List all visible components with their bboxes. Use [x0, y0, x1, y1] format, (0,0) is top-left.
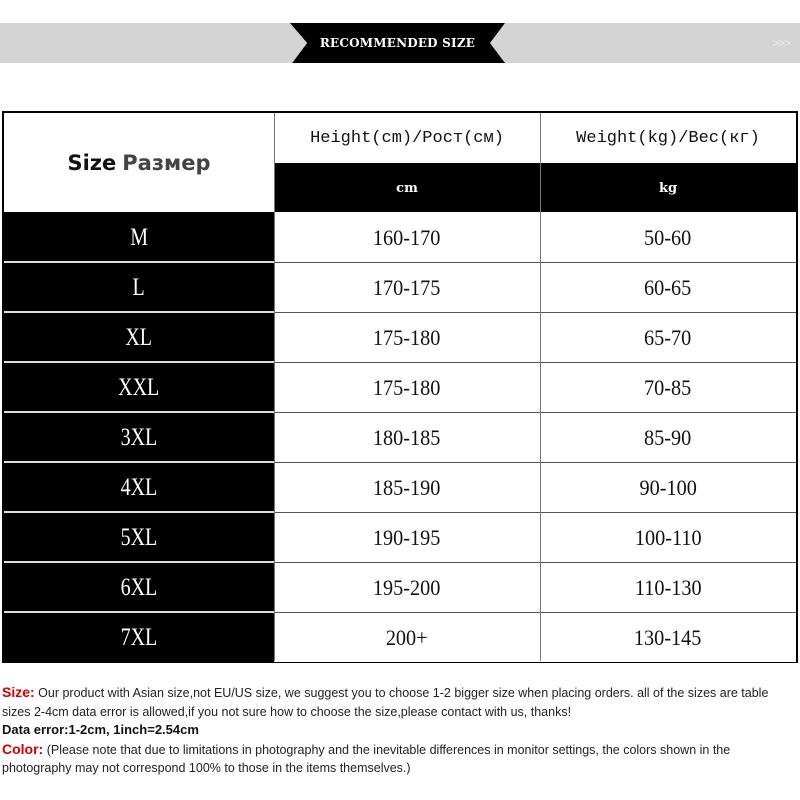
height-header-unit: cm [274, 164, 540, 213]
row-divider [274, 462, 796, 463]
row-divider [4, 261, 274, 263]
color-note-label: Color: [2, 740, 44, 757]
size-header-en: Size [67, 150, 117, 175]
color-note-text: (Please note that due to limitations in photography and the inevitable differences in monitor settings, the colors shown in the photography may not correspond 100% to those in the items themselves.) [2, 742, 731, 775]
row-divider [4, 311, 274, 313]
weight-cell: 50-60 [540, 212, 796, 262]
weight-cell: 60-65 [540, 262, 796, 312]
height-cell: 195-200 [274, 562, 540, 612]
height-cell: 170-175 [274, 262, 540, 312]
height-cell: 160-170 [274, 212, 540, 262]
banner-title: RECOMMENDED SIZE [319, 36, 476, 50]
weight-cell: 65-70 [540, 312, 796, 362]
height-cell: 190-195 [274, 512, 540, 562]
weight-cell: 85-90 [540, 412, 796, 462]
height-header-title: Height(cm)/Рост(см) [274, 113, 540, 164]
row-divider [4, 411, 274, 413]
height-cell: 175-180 [274, 362, 540, 412]
row-divider [4, 511, 274, 513]
height-column-header [274, 113, 540, 212]
height-cell: 200+ [274, 612, 540, 662]
table-row [4, 462, 796, 512]
size-cell: M [4, 212, 274, 262]
size-note-label: Size: [2, 684, 35, 700]
table-row [4, 312, 796, 362]
weight-cell: 100-110 [540, 512, 796, 562]
size-header-ru: Размер [122, 150, 211, 175]
column-divider [540, 113, 541, 661]
row-divider [274, 362, 796, 363]
weight-cell: 90-100 [540, 462, 796, 512]
size-cell: XL [4, 312, 274, 362]
size-chart-table [2, 111, 798, 663]
row-divider [274, 312, 796, 313]
row-divider [4, 361, 274, 363]
size-note [2, 683, 798, 721]
data-error-note: Data error:1-2cm, 1inch=2.54cm [2, 722, 199, 737]
row-divider [274, 262, 796, 263]
row-divider [274, 562, 796, 563]
height-cell: 180-185 [274, 412, 540, 462]
row-divider [4, 611, 274, 613]
weight-cell: 130-145 [540, 612, 796, 662]
table-row [4, 562, 796, 612]
size-cell: 5XL [4, 512, 274, 562]
size-cell: 6XL [4, 562, 274, 612]
size-cell: 3XL [4, 412, 274, 462]
table-row [4, 412, 796, 462]
table-row [4, 362, 796, 412]
chevrons-right-icon: >>> [771, 36, 790, 50]
row-divider [274, 612, 796, 613]
height-cell: 175-180 [274, 312, 540, 362]
size-cell: 7XL [4, 612, 274, 662]
table-row [4, 262, 796, 312]
weight-cell: 110-130 [540, 562, 796, 612]
weight-header-title: Weight(kg)/Вес(кг) [540, 113, 796, 164]
height-cell: 185-190 [274, 462, 540, 512]
size-cell: L [4, 262, 274, 312]
weight-cell: 70-85 [540, 362, 796, 412]
row-divider [274, 512, 796, 513]
table-row [4, 612, 796, 662]
row-divider [4, 461, 274, 463]
size-cell: XXL [4, 362, 274, 412]
weight-header-unit: kg [540, 164, 796, 213]
table-row [4, 512, 796, 562]
size-cell: 4XL [4, 462, 274, 512]
row-divider [4, 561, 274, 563]
size-column-header [4, 113, 274, 212]
row-divider [274, 412, 796, 413]
weight-column-header [540, 113, 796, 212]
size-notes [2, 683, 798, 778]
table-row [4, 212, 796, 262]
column-divider [274, 113, 275, 661]
color-note [2, 740, 798, 778]
size-note-text: Our product with Asian size,not EU/US size, we suggest you to choose 1-2 bigger size when placing orders. all of the sizes are table sizes 2-4cm data error is allowed,if you not sure how to choose the size,please contact with us, thanks! [2, 686, 769, 719]
